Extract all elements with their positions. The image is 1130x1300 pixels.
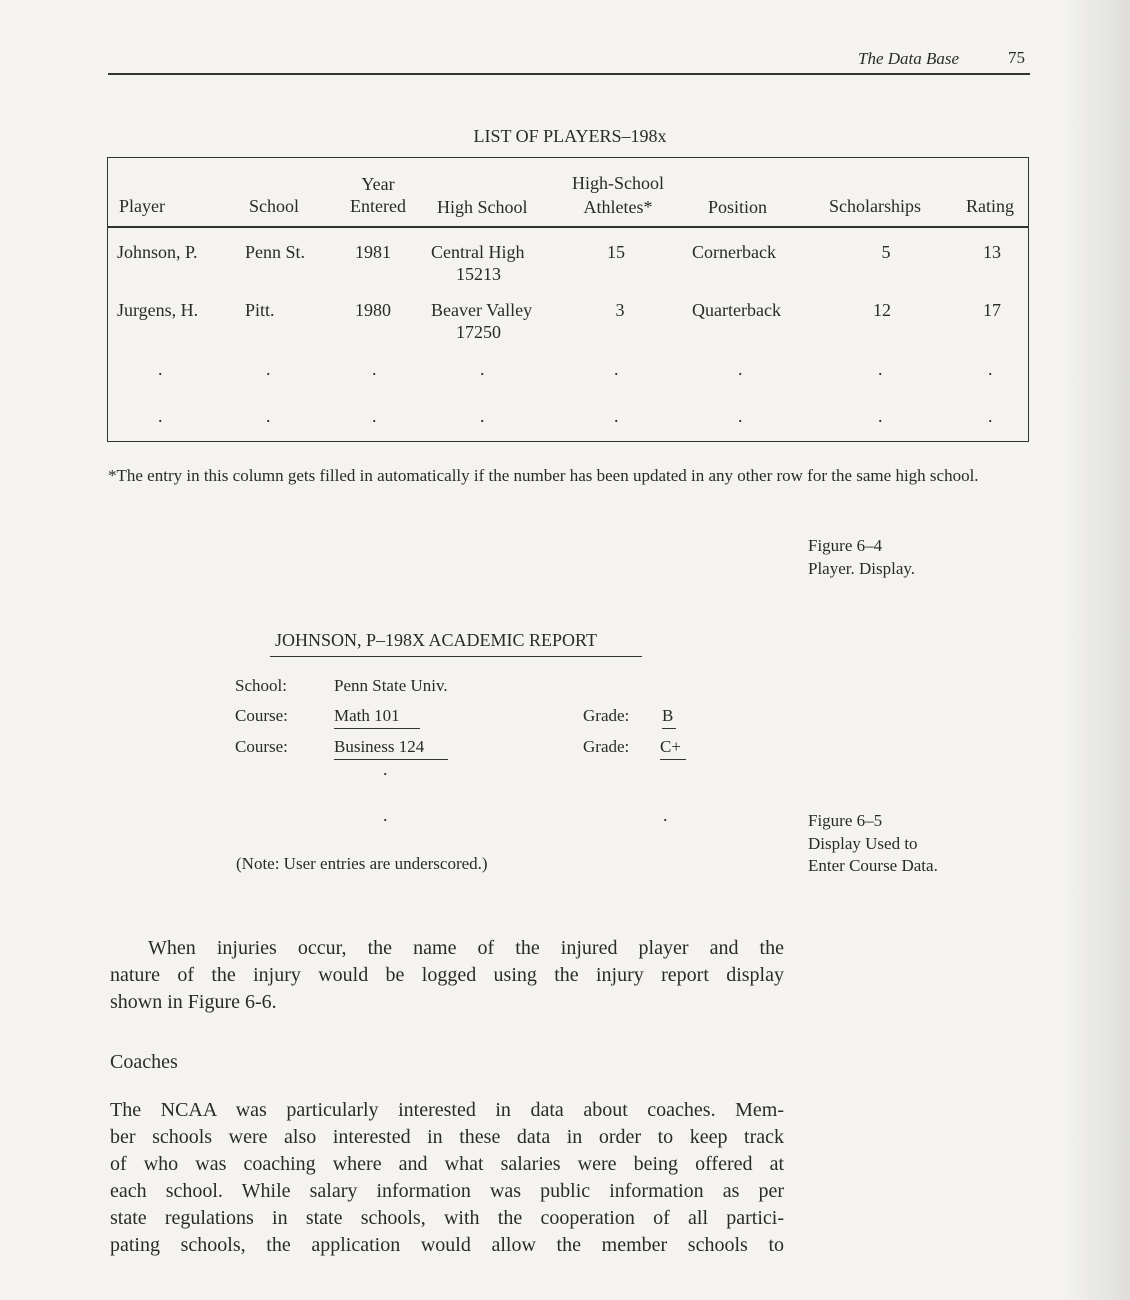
cell-high-school: Beaver Valley — [431, 300, 533, 320]
paragraph-1-line-1: When injuries occur, the name of the injured player and the — [148, 937, 784, 959]
grade-value-field[interactable]: C+ — [660, 737, 686, 760]
table-footnote: *The entry in this column gets filled in automatically if the number has been updated in any other row for the same high school. — [108, 466, 979, 485]
section-heading: Coaches — [110, 1051, 178, 1073]
cell-position: Cornerback — [692, 242, 776, 262]
cell-zip: 17250 — [456, 322, 501, 342]
cell-player: Johnson, P. — [117, 242, 198, 262]
grade-label: Grade: — [583, 706, 630, 725]
academic-report-title: JOHNSON, P–198X ACADEMIC REPORT — [275, 630, 597, 650]
cell-high-school: Central High — [431, 242, 525, 262]
grade-label: Grade: — [583, 737, 630, 756]
paragraph-2-line-1: The NCAA was particularly interested in data about coaches. Mem- — [110, 1099, 784, 1121]
header-rule — [108, 73, 1030, 75]
col-high-school: High School — [437, 197, 528, 217]
col-athletes-line1: High-School — [572, 173, 664, 193]
paragraph-1-line-3: shown in Figure 6-6. — [110, 991, 277, 1013]
report-ellipsis-dot: . — [383, 759, 388, 779]
cell-school: Pitt. — [245, 300, 275, 320]
cell-athletes: 3 — [615, 300, 625, 320]
paragraph-2-line-3: of who was coaching where and what salaries were being offered at — [110, 1153, 784, 1175]
academic-report-title-rule — [270, 656, 642, 657]
course-value-field[interactable]: Business 124 — [334, 737, 448, 760]
report-ellipsis-dot: . — [383, 805, 388, 825]
ellipsis-dot: . — [614, 359, 619, 379]
figure-6-4-label: Figure 6–4 — [808, 536, 883, 555]
paragraph-1-line-2: nature of the injury would be logged using the injury report display — [110, 964, 784, 986]
ellipsis-dot: . — [372, 406, 377, 426]
figure-6-5-caption-line2: Enter Course Data. — [808, 856, 938, 875]
figure-6-5-label: Figure 6–5 — [808, 811, 883, 830]
paragraph-2-line-4: each school. While salary information was public information as per — [110, 1180, 784, 1202]
report-ellipsis-dot: . — [663, 805, 668, 825]
players-table-header-rule — [108, 226, 1029, 228]
ellipsis-dot: . — [738, 406, 743, 426]
figure-6-4-caption: Player. Display. — [808, 559, 916, 578]
cell-scholarships: 5 — [881, 242, 891, 262]
ellipsis-dot: . — [878, 359, 883, 379]
paragraph-2-line-5: state regulations in state schools, with the cooperation of all partici- — [110, 1207, 784, 1229]
cell-player: Jurgens, H. — [117, 300, 199, 320]
paragraph-2-line-2: ber schools were also interested in these data in order to keep track — [110, 1126, 784, 1148]
ellipsis-dot: . — [158, 406, 163, 426]
course-label: Course: — [235, 737, 288, 756]
course-label: Course: — [235, 706, 288, 725]
ellipsis-dot: . — [480, 359, 485, 379]
ellipsis-dot: . — [988, 406, 993, 426]
cell-position: Quarterback — [692, 300, 781, 320]
col-athletes-line2: Athletes* — [583, 197, 653, 217]
cell-school: Penn St. — [245, 242, 306, 262]
course-value-field[interactable]: Math 101 — [334, 706, 420, 729]
ellipsis-dot: . — [480, 406, 485, 426]
figure-6-5-caption-line1: Display Used to — [808, 834, 918, 853]
ellipsis-dot: . — [988, 359, 993, 379]
ellipsis-dot: . — [266, 359, 271, 379]
cell-year: 1980 — [355, 300, 391, 320]
col-year-line1: Year — [361, 174, 395, 194]
cell-rating: 13 — [983, 242, 1001, 262]
col-position: Position — [708, 197, 768, 217]
ellipsis-dot: . — [158, 359, 163, 379]
paragraph-2-line-6: pating schools, the application would allow the member schools to — [110, 1234, 784, 1256]
user-entry-note: (Note: User entries are underscored.) — [236, 854, 488, 873]
school-value: Penn State Univ. — [334, 676, 448, 695]
cell-year: 1981 — [355, 242, 391, 262]
ellipsis-dot: . — [614, 406, 619, 426]
page-number: 75 — [1008, 48, 1025, 67]
cell-zip: 15213 — [456, 264, 501, 284]
col-scholarships: Scholarships — [829, 196, 921, 216]
ellipsis-dot: . — [878, 406, 883, 426]
school-label: School: — [235, 676, 287, 695]
col-school: School — [249, 196, 300, 216]
cell-rating: 17 — [983, 300, 1001, 320]
players-table-title: LIST OF PLAYERS–198x — [473, 126, 667, 146]
ellipsis-dot: . — [372, 359, 377, 379]
grade-value-field[interactable]: B — [662, 706, 676, 729]
cell-athletes: 15 — [607, 242, 625, 262]
page-edge-shadow — [1060, 0, 1130, 1300]
col-player: Player — [119, 196, 165, 216]
cell-scholarships: 12 — [873, 300, 891, 320]
col-rating: Rating — [966, 196, 1014, 216]
ellipsis-dot: . — [738, 359, 743, 379]
running-header-title: The Data Base — [858, 49, 960, 68]
ellipsis-dot: . — [266, 406, 271, 426]
col-year-line2: Entered — [350, 196, 406, 216]
